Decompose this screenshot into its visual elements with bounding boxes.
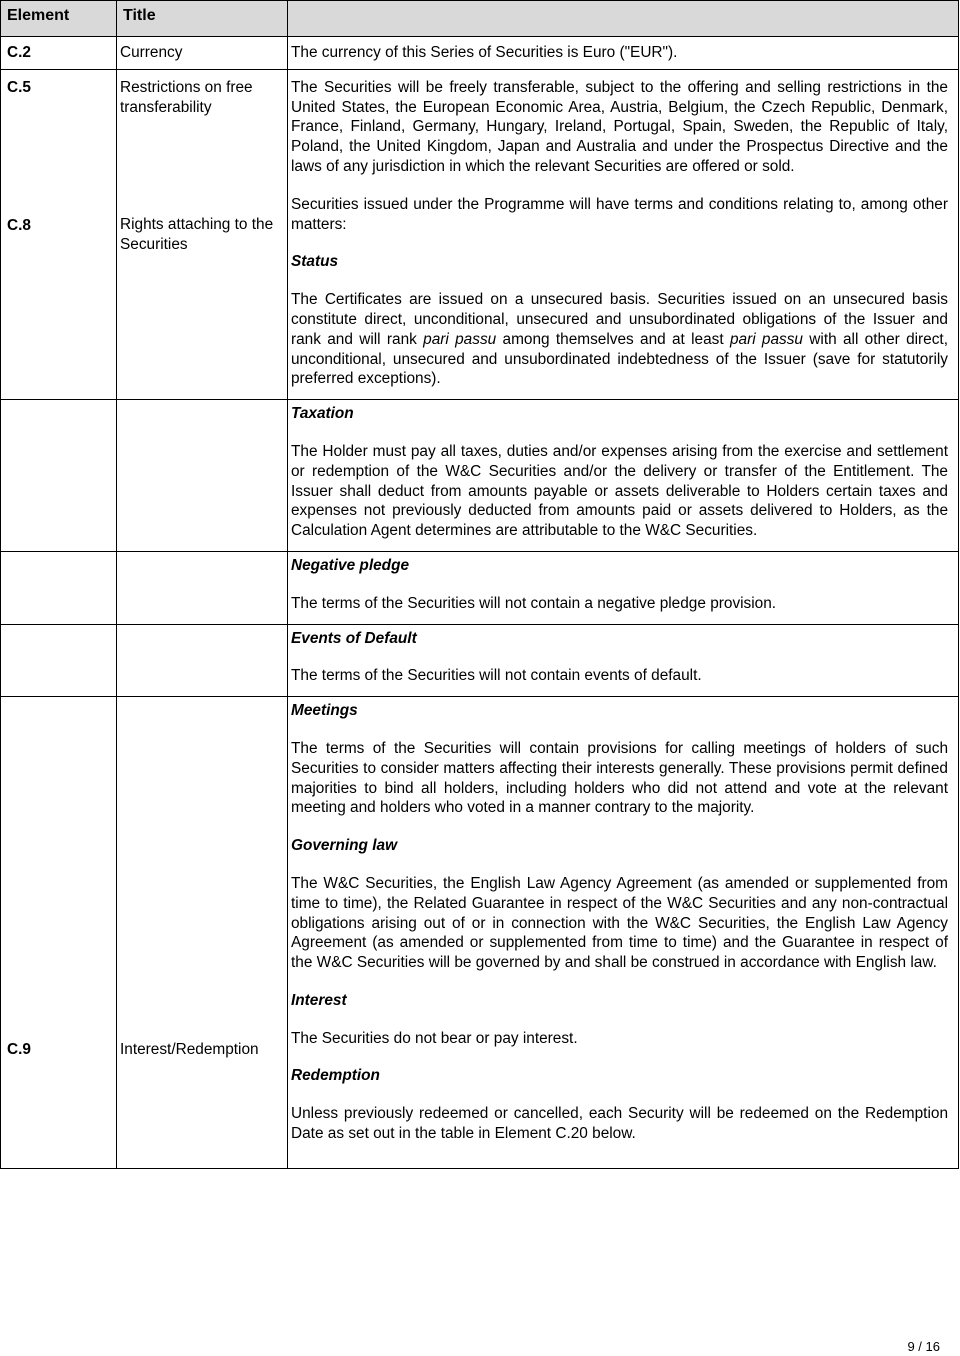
- c5-text: The Securities will be freely transferable, subject to the offering and selling restrictions in the United States, the European Economic Area, Austria, Belgium, the Czech Republic, Denmark, France, Finland, Germany, Hungary, Ireland, Portugal, Spain, Sweden, the Republic of Italy, Poland, the United Kingdom, Japan and Australia and under the Prospectus Directive and the laws of any jurisdiction in which the relevant Securities are offered or sold.: [291, 78, 948, 175]
- meetings-governing-cell: [288, 697, 959, 1169]
- meetings-heading: Meetings: [291, 702, 358, 720]
- header-blank: [288, 1, 959, 37]
- negative-pledge-cell: [288, 551, 959, 624]
- status-text: [291, 290, 948, 389]
- blank-cell: [117, 624, 288, 697]
- row-meetings-governing: [1, 697, 959, 1169]
- row-taxation: [1, 400, 959, 552]
- element-titles: [117, 69, 288, 399]
- element-title-c8: Rights attaching to the Securities: [120, 216, 274, 254]
- negative-pledge-heading: Negative pledge: [291, 556, 410, 574]
- element-code-c9: C.9: [7, 1041, 31, 1059]
- row-c5-c8: [1, 69, 959, 399]
- page-number: 9 / 16: [907, 1339, 940, 1354]
- c8-intro: Securities issued under the Programme will have terms and conditions relating to, among other matters:: [291, 195, 948, 233]
- events-cell: [288, 624, 959, 697]
- taxation-heading: Taxation: [291, 405, 354, 423]
- blank-cell: [1, 624, 117, 697]
- status-text-part: among themselves and at least: [496, 330, 730, 348]
- header-element: Element: [1, 1, 117, 37]
- blank-cell: [117, 400, 288, 552]
- taxation-text: The Holder must pay all taxes, duties and/or expenses arising from the exercise and settlement or redemption of the W&C Securities and/or the delivery or transfer of the Entitlement. The Issuer shall deduct from amounts payable or assets deliverable to Holders certain taxes and expenses not previously deducted from amounts paid or assets delivered to Holders, as the Calculation Agent determines are attributable to the W&C Securities.: [291, 442, 948, 540]
- header-title: Title: [117, 1, 288, 37]
- governing-heading: Governing law: [291, 837, 398, 855]
- row-negative-pledge: [1, 551, 959, 624]
- redemption-heading: Redemption: [291, 1067, 380, 1085]
- redemption-text: Unless previously redeemed or cancelled, each Security will be redeemed on the Redemption Date as set out in the table in Element C.20 below.: [291, 1105, 948, 1143]
- meetings-text: The terms of the Securities will contain provisions for calling meetings of holders of such Securities to consider matters affecting their interests generally. These provisions permit defined majorities to bind all holders, including holders who did not attend and vote at the relevant meeting and holders who voted in a manner contrary to the majority.: [291, 739, 948, 817]
- interest-heading: Interest: [291, 991, 347, 1009]
- governing-text: The W&C Securities, the English Law Agency Agreement (as amended or supplemented from time to time), the Related Guarantee in respect of the W&C Securities and any non-contractual obligations arising out of or in connection with the W&C Securities, the English Law Agency Agreement (as amended or supplemented from time to time) and the Guarantee in respect of the W&C Securities will be governed by and shall be construed in accordance with English law.: [291, 874, 948, 972]
- header-row: [1, 1, 959, 37]
- element-titles: [117, 697, 288, 1169]
- element-code: C.2: [1, 37, 117, 70]
- element-code-c8: C.8: [7, 216, 31, 234]
- element-codes: [1, 697, 117, 1169]
- element-title: Currency: [117, 37, 288, 70]
- blank-cell: [1, 400, 117, 552]
- element-code-c5: C.5: [7, 78, 31, 96]
- status-italic: pari passu: [729, 330, 803, 348]
- status-text-part: The Certificates are issued on a unsecured basis. Securities issued on an unsecured basis constitute direct, unconditional, unsecured and unsubordinated obligations of the Issuer and rank and will rank: [291, 291, 948, 348]
- taxation-cell: [288, 400, 959, 552]
- row-c2: [1, 37, 959, 70]
- element-texts: [288, 69, 959, 399]
- blank-cell: [1, 551, 117, 624]
- row-events-of-default: [1, 624, 959, 697]
- status-heading: Status: [291, 253, 339, 271]
- status-text-part: with all other direct, unconditional, unsecured and unsubordinated indebtedness of the Issuer (save for statutorily preferred exceptions).: [291, 330, 948, 388]
- element-title-c5: Restrictions on free transferability: [120, 78, 253, 116]
- negative-pledge-text: The terms of the Securities will not contain a negative pledge provision.: [291, 594, 777, 612]
- blank-cell: [117, 551, 288, 624]
- status-italic: pari passu: [423, 330, 497, 348]
- events-heading: Events of Default: [291, 629, 417, 647]
- element-text: The currency of this Series of Securities is Euro ("EUR").: [288, 37, 959, 70]
- element-title-c9: Interest/Redemption: [120, 1041, 259, 1059]
- element-codes: [1, 69, 117, 399]
- events-text: The terms of the Securities will not contain events of default.: [291, 667, 702, 685]
- interest-text: The Securities do not bear or pay interest.: [291, 1029, 578, 1047]
